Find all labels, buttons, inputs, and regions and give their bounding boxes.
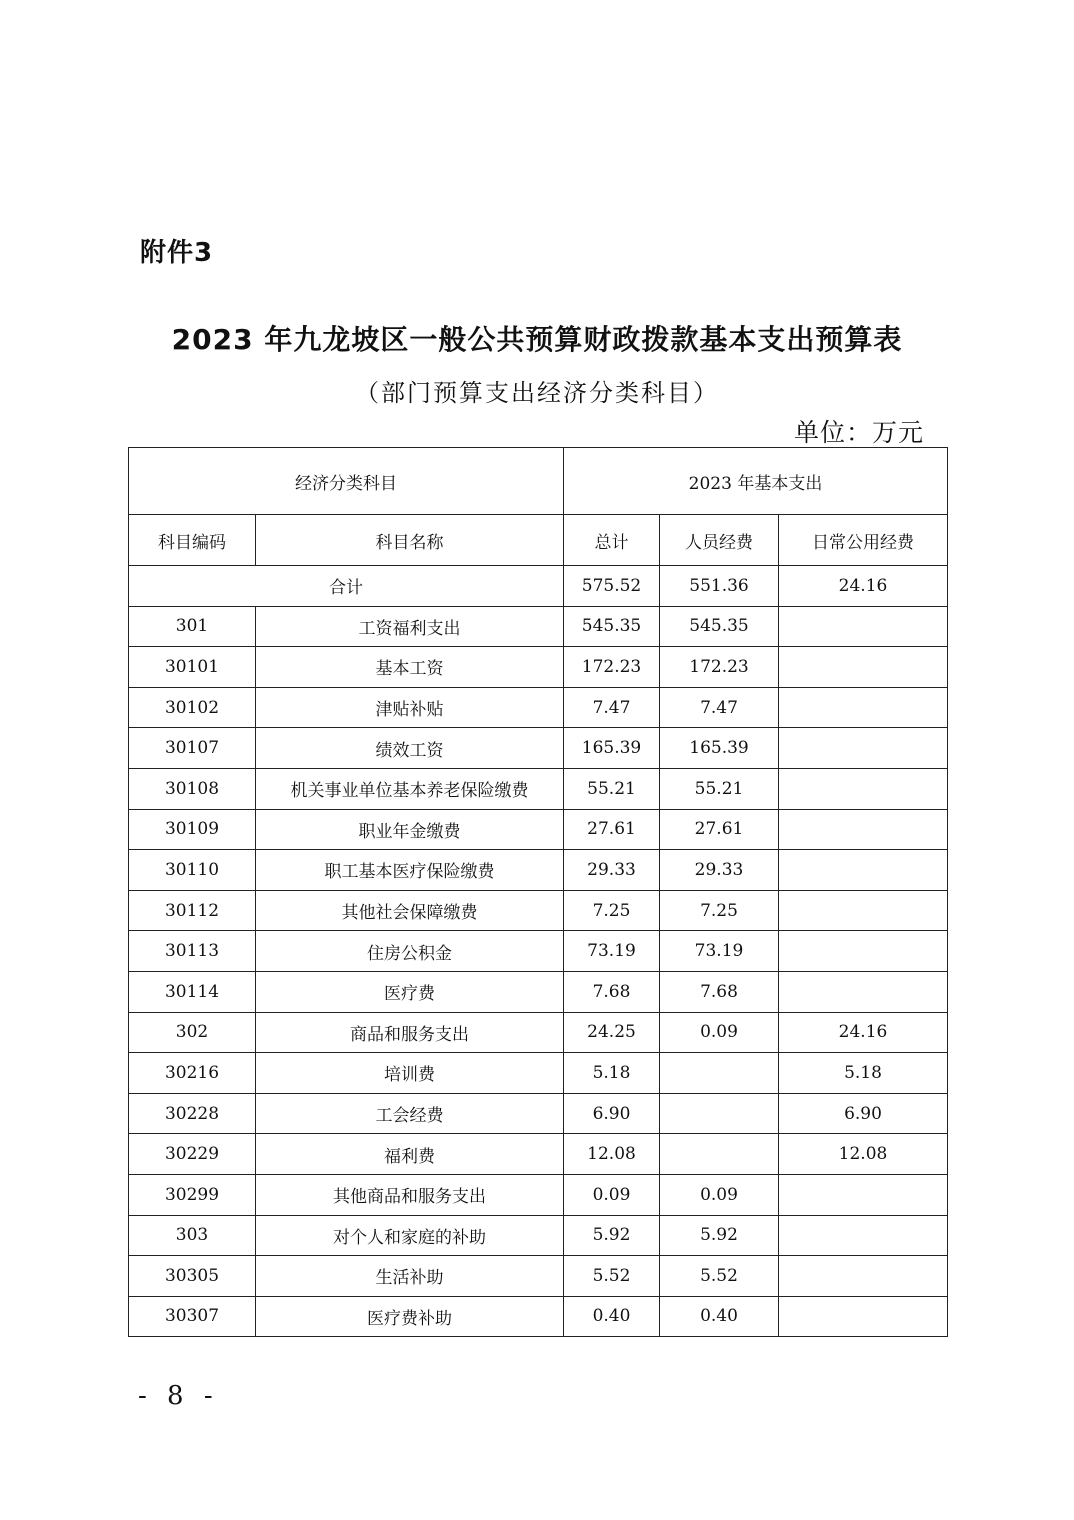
cell-code: 30112: [129, 890, 256, 931]
table-row: [129, 931, 948, 972]
table-row: [129, 809, 948, 850]
cell-personnel: 73.19: [660, 931, 779, 972]
group-header-economic-category: 经济分类科目: [129, 448, 564, 515]
column-header-public: 日常公用经费: [779, 515, 948, 566]
cell-total: 12.08: [564, 1134, 660, 1175]
table-group-header-row: [129, 448, 948, 515]
column-header-personnel: 人员经费: [660, 515, 779, 566]
table-row: [129, 1134, 948, 1175]
page-subtitle: （部门预算支出经济分类科目）: [355, 379, 719, 407]
cell-public: [779, 971, 948, 1012]
total-public: 24.16: [779, 566, 948, 607]
cell-personnel: [660, 1134, 779, 1175]
column-header-name: 科目名称: [256, 515, 564, 566]
cell-public: [779, 1256, 948, 1297]
total-total: 575.52: [564, 566, 660, 607]
cell-personnel: 5.52: [660, 1256, 779, 1297]
table-row: [129, 1174, 948, 1215]
cell-code: 30228: [129, 1093, 256, 1134]
column-header-code: 科目编码: [129, 515, 256, 566]
cell-public: [779, 931, 948, 972]
cell-personnel: 7.25: [660, 890, 779, 931]
cell-name: 生活补助: [256, 1256, 564, 1297]
cell-name: 津贴补贴: [256, 687, 564, 728]
cell-code: 30229: [129, 1134, 256, 1175]
cell-public: [779, 1174, 948, 1215]
cell-code: 303: [129, 1215, 256, 1256]
cell-name: 绩效工资: [256, 728, 564, 769]
cell-name: 基本工资: [256, 647, 564, 688]
cell-public: 5.18: [779, 1053, 948, 1094]
budget-table: [128, 447, 948, 1337]
cell-personnel: 0.09: [660, 1174, 779, 1215]
table-row: [129, 1053, 948, 1094]
cell-total: 172.23: [564, 647, 660, 688]
cell-public: [779, 809, 948, 850]
cell-personnel: 172.23: [660, 647, 779, 688]
table-total-row: [129, 566, 948, 607]
total-personnel: 551.36: [660, 566, 779, 607]
cell-name: 对个人和家庭的补助: [256, 1215, 564, 1256]
cell-personnel: [660, 1093, 779, 1134]
cell-code: 30109: [129, 809, 256, 850]
table-row: [129, 1012, 948, 1053]
cell-personnel: 545.35: [660, 606, 779, 647]
group-header-basic-expenditure: 2023 年基本支出: [564, 448, 948, 515]
cell-code: 30108: [129, 768, 256, 809]
cell-total: 0.40: [564, 1296, 660, 1337]
cell-personnel: 5.92: [660, 1215, 779, 1256]
cell-code: 30307: [129, 1296, 256, 1337]
cell-total: 6.90: [564, 1093, 660, 1134]
cell-total: 24.25: [564, 1012, 660, 1053]
cell-total: 73.19: [564, 931, 660, 972]
cell-total: 7.25: [564, 890, 660, 931]
cell-personnel: 7.68: [660, 971, 779, 1012]
table-row: [129, 606, 948, 647]
cell-code: 30110: [129, 850, 256, 891]
cell-total: 545.35: [564, 606, 660, 647]
table-row: [129, 1215, 948, 1256]
table-row: [129, 1093, 948, 1134]
cell-personnel: 27.61: [660, 809, 779, 850]
cell-personnel: [660, 1053, 779, 1094]
cell-name: 其他商品和服务支出: [256, 1174, 564, 1215]
attachment-label: 附件3: [140, 238, 214, 268]
table-column-header-row: [129, 515, 948, 566]
cell-name: 福利费: [256, 1134, 564, 1175]
cell-name: 住房公积金: [256, 931, 564, 972]
cell-personnel: 29.33: [660, 850, 779, 891]
page-number: - 8 -: [138, 1381, 219, 1411]
table-row: [129, 768, 948, 809]
cell-public: [779, 606, 948, 647]
cell-public: 12.08: [779, 1134, 948, 1175]
cell-public: [779, 850, 948, 891]
cell-name: 工资福利支出: [256, 606, 564, 647]
cell-public: 6.90: [779, 1093, 948, 1134]
cell-code: 302: [129, 1012, 256, 1053]
cell-total: 165.39: [564, 728, 660, 769]
cell-public: [779, 728, 948, 769]
cell-total: 7.47: [564, 687, 660, 728]
unit-label: 单位：万元: [793, 418, 924, 447]
cell-code: 30305: [129, 1256, 256, 1297]
cell-personnel: 165.39: [660, 728, 779, 769]
cell-code: 30299: [129, 1174, 256, 1215]
cell-public: [779, 1215, 948, 1256]
table-row: [129, 728, 948, 769]
cell-name: 医疗费: [256, 971, 564, 1012]
table-row: [129, 1256, 948, 1297]
table-row: [129, 647, 948, 688]
cell-total: 0.09: [564, 1174, 660, 1215]
page-title: 2023 年九龙坡区一般公共预算财政拨款基本支出预算表: [171, 323, 903, 356]
cell-public: [779, 890, 948, 931]
cell-personnel: 0.09: [660, 1012, 779, 1053]
table-row: [129, 850, 948, 891]
cell-personnel: 55.21: [660, 768, 779, 809]
cell-name: 培训费: [256, 1053, 564, 1094]
cell-total: 27.61: [564, 809, 660, 850]
cell-name: 工会经费: [256, 1093, 564, 1134]
cell-public: [779, 768, 948, 809]
cell-total: 29.33: [564, 850, 660, 891]
cell-code: 301: [129, 606, 256, 647]
cell-public: [779, 647, 948, 688]
cell-code: 30107: [129, 728, 256, 769]
cell-personnel: 0.40: [660, 1296, 779, 1337]
cell-public: 24.16: [779, 1012, 948, 1053]
table-row: [129, 971, 948, 1012]
total-label: 合计: [129, 566, 564, 607]
column-header-total: 总计: [564, 515, 660, 566]
cell-personnel: 7.47: [660, 687, 779, 728]
cell-code: 30102: [129, 687, 256, 728]
cell-name: 职业年金缴费: [256, 809, 564, 850]
cell-total: 5.92: [564, 1215, 660, 1256]
cell-name: 商品和服务支出: [256, 1012, 564, 1053]
table-row: [129, 687, 948, 728]
cell-total: 5.18: [564, 1053, 660, 1094]
cell-name: 职工基本医疗保险缴费: [256, 850, 564, 891]
cell-total: 55.21: [564, 768, 660, 809]
table-row: [129, 1296, 948, 1337]
cell-code: 30216: [129, 1053, 256, 1094]
cell-public: [779, 1296, 948, 1337]
cell-code: 30113: [129, 931, 256, 972]
cell-name: 医疗费补助: [256, 1296, 564, 1337]
table-row: [129, 890, 948, 931]
cell-total: 5.52: [564, 1256, 660, 1297]
cell-name: 机关事业单位基本养老保险缴费: [256, 768, 564, 809]
cell-code: 30114: [129, 971, 256, 1012]
cell-code: 30101: [129, 647, 256, 688]
cell-total: 7.68: [564, 971, 660, 1012]
cell-name: 其他社会保障缴费: [256, 890, 564, 931]
cell-public: [779, 687, 948, 728]
